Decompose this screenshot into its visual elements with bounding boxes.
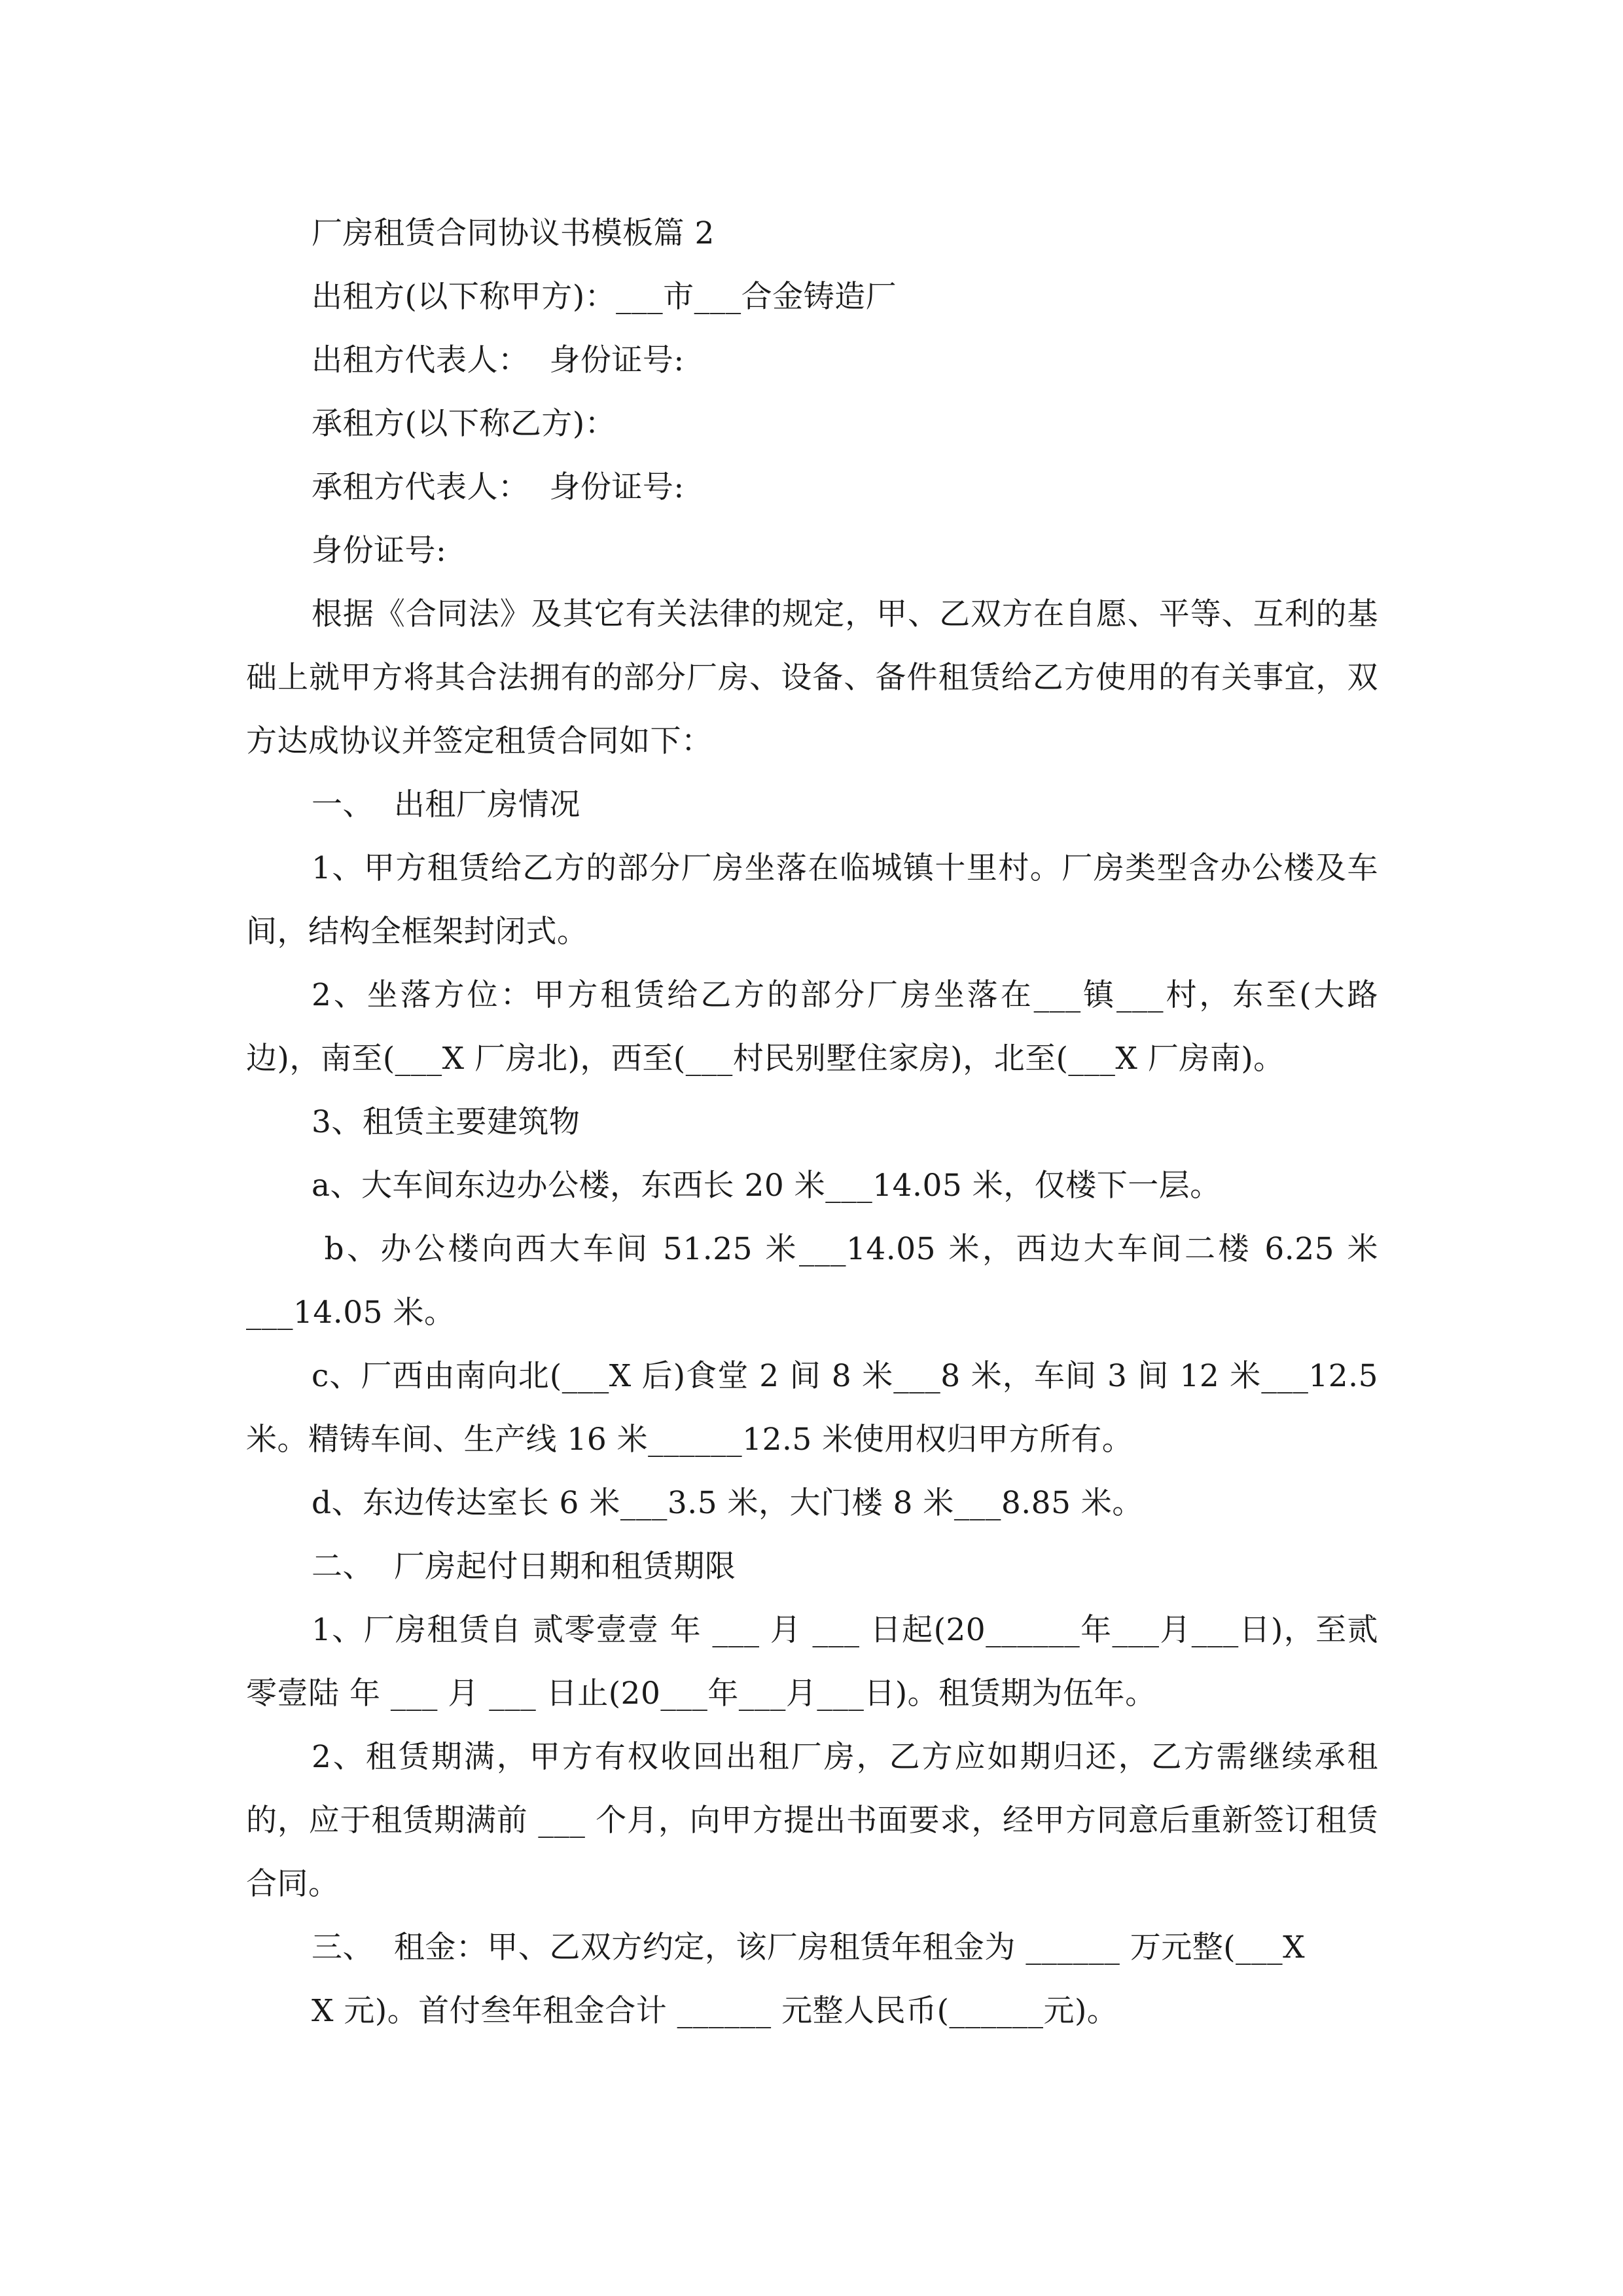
clause-paragraph: 3、租赁主要建筑物 [312, 1104, 580, 1140]
section-heading: 二、 厂房起付日期和租赁期限 [312, 1549, 736, 1585]
clause-paragraph: b、办公楼向西大车间 51.25 米___14.05 米，西边大车间二楼 6.25 米___14.05 米。 [246, 1231, 1378, 1331]
lessee-line: 承租方(以下称乙方)： [312, 406, 616, 442]
clause-paragraph: d、东边传达室长 6 米___3.5 米，大门楼 8 米___8.85 米。 [312, 1485, 1143, 1521]
id-number-line: 身份证号: [312, 533, 447, 569]
preamble-paragraph: 根据《合同法》及其它有关法律的规定，甲、乙双方在自愿、平等、互利的基础上就甲方将其合法拥有的部分厂房、设备、备件租赁给乙方使用的有关事宜，双方达成协议并签定租赁合同如下： [246, 596, 1378, 759]
section-heading: 一、 出租厂房情况 [312, 787, 580, 823]
document-title: 厂房租赁合同协议书模板篇 2 [312, 215, 715, 251]
contract-body [246, 202, 1389, 2043]
clause-paragraph: X 元)。首付叁年租金合计 ______ 元整人民币(______元)。 [312, 1993, 1118, 2029]
clause-paragraph: 1、厂房租赁自 贰零壹壹 年 ___ 月 ___ 日起(20______年___月___日)，至贰零壹陆 年 ___ 月 ___ 日止(20___年___月___日)。租赁期为伍年。 [246, 1612, 1378, 1712]
lessee-representative-line: 承租方代表人： 身份证号: [312, 469, 685, 505]
clause-paragraph: 2、租赁期满，甲方有权收回出租厂房，乙方应如期归还，乙方需继续承租的，应于租赁期满前 ___ 个月，向甲方提出书面要求，经甲方同意后重新签订租赁合同。 [246, 1739, 1378, 1902]
lessor-line: 出租方(以下称甲方)：___市___合金铸造厂 [312, 279, 897, 315]
clause-paragraph: 2、坐落方位：甲方租赁给乙方的部分厂房坐落在___镇___村，东至(大路边)，南至(___X 厂房北)，西至(___村民别墅住家房)，北至(___X 厂房南)。 [246, 977, 1378, 1077]
clause-paragraph: c、厂西由南向北(___X 后)食堂 2 间 8 米___8 米，车间 3 间 12 米___12.5 米。精铸车间、生产线 16 米______12.5 米使用权归甲方所有。 [246, 1358, 1389, 1458]
section-heading: 三、 租金：甲、乙双方约定，该厂房租赁年租金为 ______ 万元整(___X [312, 1929, 1306, 1965]
clause-paragraph: 1、甲方租赁给乙方的部分厂房坐落在临城镇十里村。厂房类型含办公楼及车间，结构全框架封闭式。 [246, 850, 1378, 950]
clause-paragraph: a、大车间东边办公楼，东西长 20 米___14.05 米，仅楼下一层。 [312, 1168, 1221, 1204]
lessor-representative-line: 出租方代表人： 身份证号: [312, 342, 685, 378]
